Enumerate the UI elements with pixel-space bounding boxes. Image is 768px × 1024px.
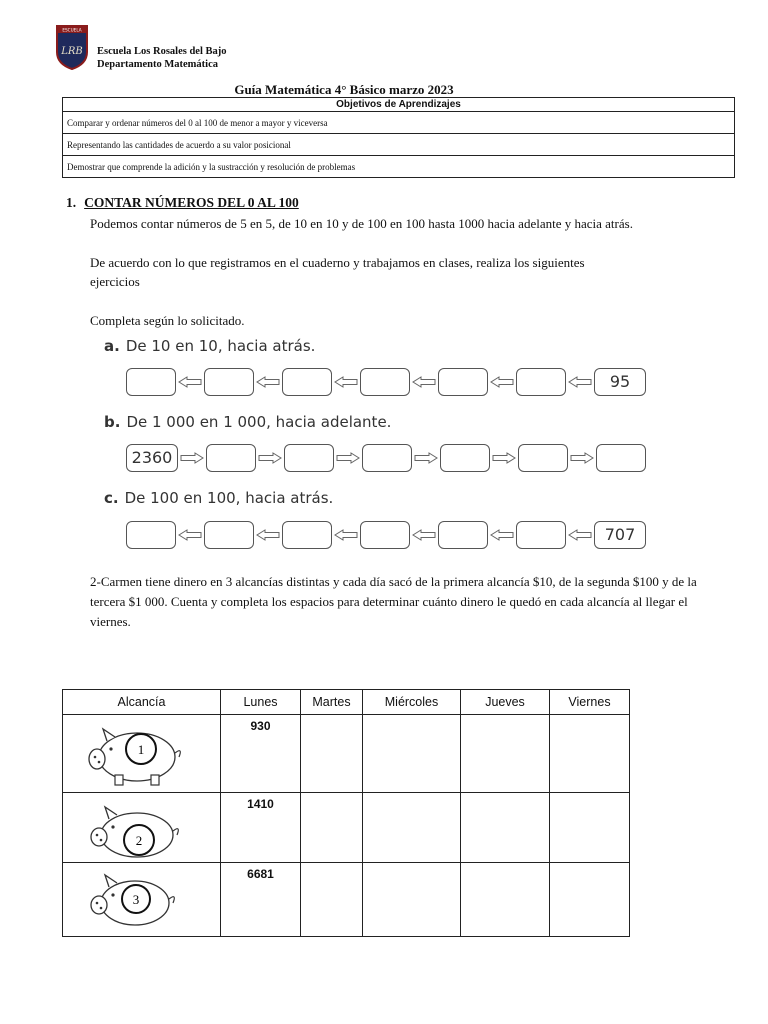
answer-cell[interactable] xyxy=(461,863,550,937)
answer-cell[interactable] xyxy=(363,793,461,863)
arrow-left-icon xyxy=(255,376,281,388)
piggy-cell xyxy=(63,793,221,863)
answer-box[interactable] xyxy=(204,521,254,549)
department-name: Departamento Matemática xyxy=(97,59,218,70)
arrow-right-icon xyxy=(335,452,361,464)
piggy-cell xyxy=(63,863,221,937)
svg-text:2: 2 xyxy=(135,833,143,848)
svg-text:3: 3 xyxy=(132,892,140,907)
answer-box[interactable] xyxy=(516,521,566,549)
arrow-left-icon xyxy=(489,376,515,388)
answer-box[interactable] xyxy=(516,368,566,396)
svg-text:ESCUELA: ESCUELA xyxy=(62,27,82,33)
header-miercoles: Miércoles xyxy=(363,690,461,715)
header-viernes: Viernes xyxy=(550,690,630,715)
answer-box[interactable] xyxy=(518,444,568,472)
arrow-left-icon xyxy=(333,376,359,388)
given-number-box: 2360 xyxy=(126,444,178,472)
section-2-problem: 2-Carmen tiene dinero en 3 alcancías distintas y cada día sacó de la primera alcancía $10, de la segunda $100 y de la tercera $1 000. Cuenta y completa los espacios para determinar cuánto dinero le quedó en cada alcancía al llegar el viernes. xyxy=(90,574,697,629)
school-name: Escuela Los Rosales del Bajo xyxy=(97,46,227,57)
arrow-left-icon xyxy=(333,529,359,541)
answer-cell[interactable] xyxy=(301,715,363,793)
answer-box[interactable] xyxy=(360,521,410,549)
exercise-a-row xyxy=(126,368,650,400)
section-number: 1. xyxy=(66,195,77,210)
piggy-bank-icon xyxy=(63,863,219,935)
arrow-left-icon xyxy=(567,376,593,388)
exercise-a-label: a. De 10 en 10, hacia atrás. xyxy=(104,337,316,355)
objectives-table xyxy=(62,97,735,178)
arrow-right-icon xyxy=(491,452,517,464)
arrow-right-icon xyxy=(569,452,595,464)
answer-box[interactable] xyxy=(360,368,410,396)
answer-cell[interactable] xyxy=(301,863,363,937)
piggy-bank-icon xyxy=(63,793,219,861)
arrow-left-icon xyxy=(411,529,437,541)
arrow-left-icon xyxy=(255,529,281,541)
section-title: CONTAR NÚMEROS DEL 0 AL 100 xyxy=(84,195,299,210)
school-crest-logo xyxy=(55,24,89,70)
answer-box[interactable] xyxy=(596,444,646,472)
table-row xyxy=(63,715,630,793)
objective-item: Demostrar que comprende la adición y la sustracción y resolución de problemas xyxy=(63,156,735,178)
exercise-b-label: b. De 1 000 en 1 000, hacia adelante. xyxy=(104,413,392,431)
section-1-intro: Podemos contar números de 5 en 5, de 10 en 10 y de 100 en 100 hasta 1000 hacia adelante y hacia atrás. xyxy=(90,216,633,231)
answer-box[interactable] xyxy=(282,368,332,396)
header-alcancia: Alcancía xyxy=(63,690,221,715)
lunes-value: 1410 xyxy=(221,793,301,863)
answer-cell[interactable] xyxy=(550,863,630,937)
answer-box[interactable] xyxy=(438,521,488,549)
answer-cell[interactable] xyxy=(461,793,550,863)
exercise-c-row xyxy=(126,521,650,553)
piggy-bank-table xyxy=(62,689,630,937)
exercise-b-row xyxy=(126,444,650,476)
answer-box[interactable] xyxy=(438,368,488,396)
arrow-left-icon xyxy=(411,376,437,388)
answer-cell[interactable] xyxy=(301,793,363,863)
arrow-right-icon xyxy=(179,452,205,464)
given-number-box: 707 xyxy=(594,521,646,549)
svg-text:LRB: LRB xyxy=(61,46,83,57)
answer-cell[interactable] xyxy=(550,715,630,793)
header-lunes: Lunes xyxy=(221,690,301,715)
svg-text:1: 1 xyxy=(137,742,145,757)
exercise-c-label: c. De 100 en 100, hacia atrás. xyxy=(104,489,334,507)
given-number-box: 95 xyxy=(594,368,646,396)
answer-box[interactable] xyxy=(206,444,256,472)
answer-box[interactable] xyxy=(126,368,176,396)
lunes-value: 930 xyxy=(221,715,301,793)
answer-box[interactable] xyxy=(204,368,254,396)
section-1-prompt: Completa según lo solicitado. xyxy=(90,313,245,328)
table-row xyxy=(63,793,630,863)
section-1-instruction: De acuerdo con lo que registramos en el cuaderno y trabajamos en clases, realiza los siguientes ejercicios xyxy=(90,255,585,289)
piggy-bank-icon xyxy=(63,715,219,791)
section-1-heading xyxy=(66,195,299,211)
answer-cell[interactable] xyxy=(363,863,461,937)
arrow-left-icon xyxy=(177,529,203,541)
answer-cell[interactable] xyxy=(363,715,461,793)
table-row xyxy=(63,863,630,937)
document-title: Guía Matemática 4° Básico marzo 2023 xyxy=(234,82,454,97)
header-martes: Martes xyxy=(301,690,363,715)
objective-item: Representando las cantidades de acuerdo a su valor posicional xyxy=(63,134,735,156)
answer-cell[interactable] xyxy=(461,715,550,793)
school-info xyxy=(97,45,227,71)
arrow-left-icon xyxy=(567,529,593,541)
answer-box[interactable] xyxy=(126,521,176,549)
answer-box[interactable] xyxy=(284,444,334,472)
arrow-left-icon xyxy=(489,529,515,541)
answer-box[interactable] xyxy=(440,444,490,472)
objective-item: Comparar y ordenar números del 0 al 100 de menor a mayor y viceversa xyxy=(63,112,735,134)
arrow-left-icon xyxy=(177,376,203,388)
answer-box[interactable] xyxy=(362,444,412,472)
arrow-right-icon xyxy=(413,452,439,464)
piggy-cell xyxy=(63,715,221,793)
lunes-value: 6681 xyxy=(221,863,301,937)
answer-cell[interactable] xyxy=(550,793,630,863)
arrow-right-icon xyxy=(257,452,283,464)
header-jueves: Jueves xyxy=(461,690,550,715)
answer-box[interactable] xyxy=(282,521,332,549)
objectives-heading: Objetivos de Aprendizajes xyxy=(63,98,735,112)
